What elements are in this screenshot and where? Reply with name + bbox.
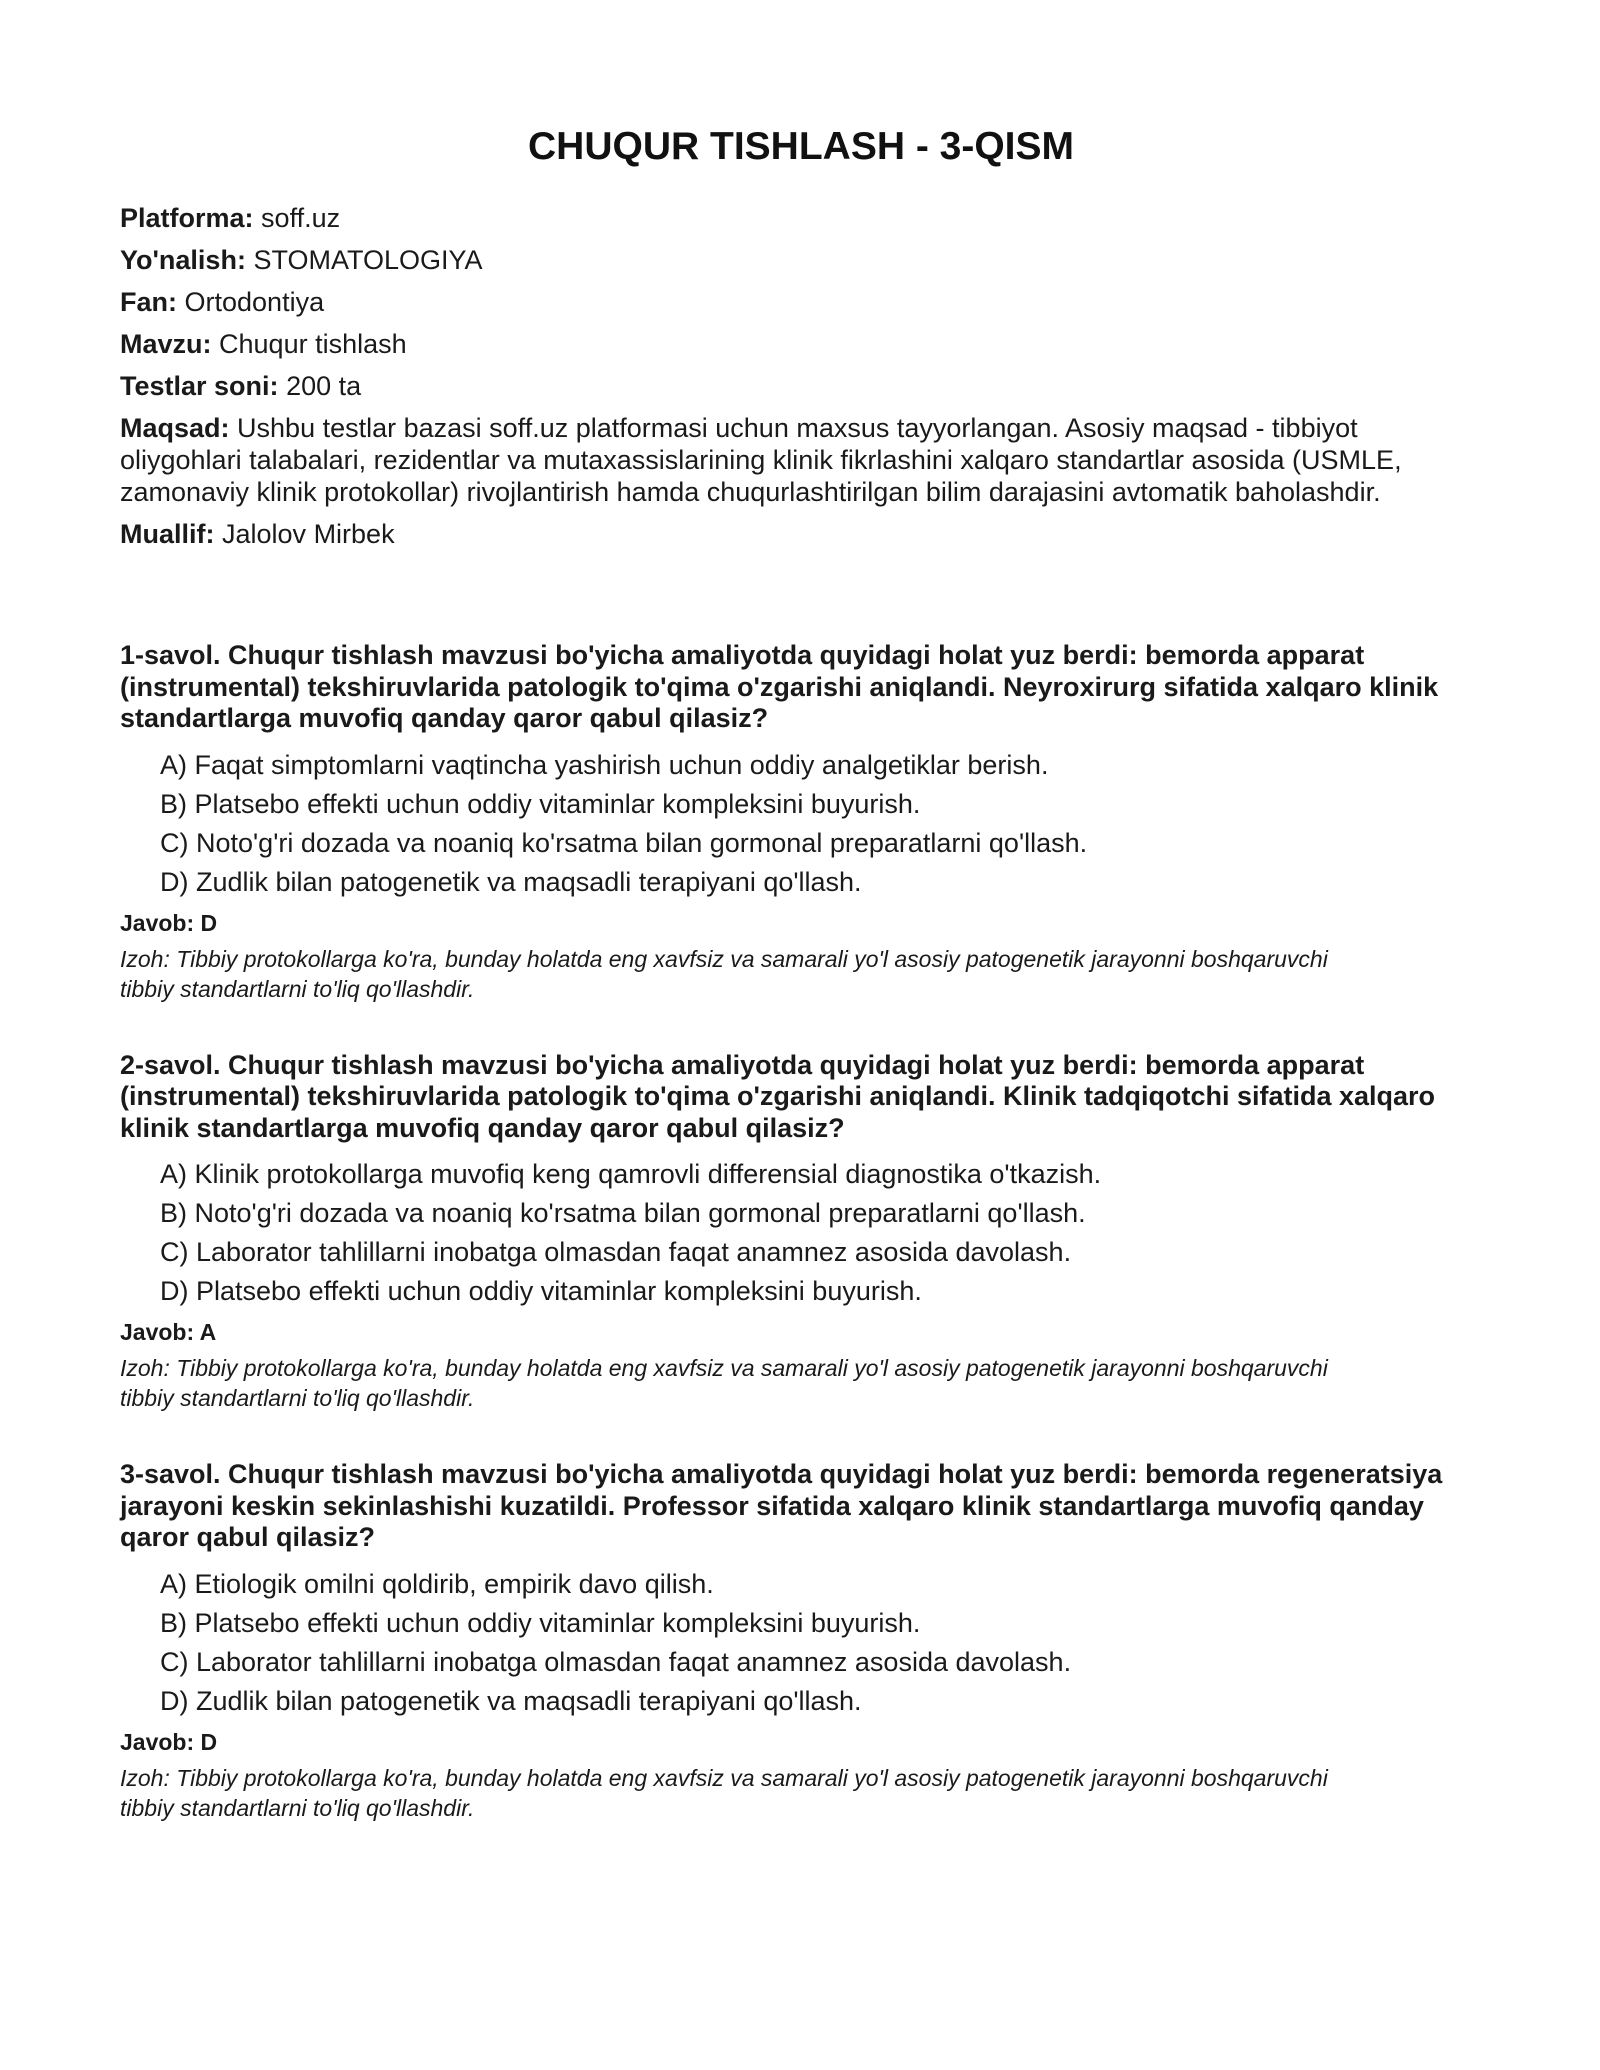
meta-key: Testlar soni: [120, 371, 279, 401]
meta-direction [120, 244, 1482, 276]
question-text: 2-savol. Chuqur tishlash mavzusi bo'yicha amaliyotda quyidagi holat yuz berdi: bemorda apparat (instrumental) tekshiruvlarida patologik to'qima o'zgarishi aniqlandi. Klinik tadqiqotchi sifatida xalqaro klinik standartlarga muvofiq qanday qaror qabul qilasiz? [120, 1049, 1436, 1143]
correct-answer: Javob: D [120, 1728, 218, 1755]
answer-explanation: Izoh: Tibbiy protokollarga ko'ra, bunday holatda eng xavfsiz va samarali yo'l asosiy patogenetik jarayonni boshqaruvchi tibbiy standartlarni to'liq qo'llashdir. [120, 1355, 1328, 1411]
answer-option: C) Laborator tahlillarni inobatga olmasdan faqat anamnez asosida davolash. [160, 1237, 1072, 1267]
meta-value: 200 ta [286, 371, 362, 401]
meta-key: Yo'nalish: [120, 245, 246, 275]
answer-option: A) Faqat simptomlarni vaqtincha yashirish uchun oddiy analgetiklar berish. [160, 749, 1049, 780]
answer-option: A) Etiologik omilni qoldirib, empirik davo qilish. [160, 1568, 714, 1599]
meta-value: Ortodontiya [184, 287, 325, 317]
answer-option: B) Noto'g'ri dozada va noaniq ko'rsatma bilan gormonal preparatlarni qo'llash. [160, 1198, 1086, 1228]
answer-option: A) Klinik protokollarga muvofiq keng qamrovli differensial diagnostika o'tkazish. [160, 1159, 1102, 1189]
meta-value: Chuqur tishlash [219, 329, 407, 359]
meta-value: Jalolov Mirbek [222, 519, 395, 549]
answer-option: C) Laborator tahlillarni inobatga olmasdan faqat anamnez asosida davolash. [160, 1646, 1072, 1677]
question-item [120, 1459, 1482, 1823]
meta-author [120, 518, 1482, 550]
question-text: 1-savol. Chuqur tishlash mavzusi bo'yicha amaliyotda quyidagi holat yuz berdi: bemorda apparat (instrumental) tekshiruvlarida patologik to'qima o'zgarishi aniqlandi. Neyroxirurg sifatida xalqaro klinik standartlarga muvofiq qanday qaror qabul qilasiz? [120, 640, 1439, 733]
answer-explanation: Izoh: Tibbiy protokollarga ko'ra, bunday holatda eng xavfsiz va samarali yo'l asosiy patogenetik jarayonni boshqaruvchi tibbiy standartlarni to'liq qo'llashdir. [120, 1764, 1328, 1821]
meta-platform [120, 202, 1482, 234]
answer-option: D) Zudlik bilan patogenetik va maqsadli terapiyani qo'llash. [160, 866, 862, 897]
meta-key: Platforma: [120, 203, 254, 233]
meta-key: Maqsad: [120, 413, 230, 443]
answer-option: D) Zudlik bilan patogenetik va maqsadli terapiyani qo'llash. [160, 1685, 862, 1716]
question-list [120, 640, 1482, 1823]
meta-key: Mavzu: [120, 329, 212, 359]
answer-option: B) Platsebo effekti uchun oddiy vitaminlar kompleksini buyurish. [160, 788, 921, 819]
question-item [120, 640, 1482, 1004]
meta-value: soff.uz [261, 203, 341, 233]
meta-key: Muallif: [120, 519, 215, 549]
meta-topic [120, 328, 1482, 360]
question-item [120, 1050, 1482, 1414]
meta-test-count [120, 370, 1482, 402]
meta-goal [120, 412, 1482, 508]
meta-value: Ushbu testlar bazasi soff.uz platformasi uchun maxsus tayyorlangan. Asosiy maqsad - tibbiyot oliygohlari talabalari, rezidentlar va mutaxassislarining klinik fikrlashini xalqaro standartlar asosida (USMLE, zamonaviy klinik protokollar) rivojlantirish hamda chuqurlashtirilgan bilim darajasini avtomatik baholashdir. [120, 413, 1402, 507]
meta-value: STOMATOLOGIYA [253, 245, 483, 275]
answer-option: D) Platsebo effekti uchun oddiy vitaminlar kompleksini buyurish. [160, 1276, 922, 1306]
document-title: CHUQUR TISHLASH - 3-QISM [528, 125, 1074, 168]
correct-answer: Javob: D [120, 909, 218, 936]
correct-answer: Javob: A [120, 1319, 217, 1345]
answer-option: C) Noto'g'ri dozada va noaniq ko'rsatma bilan gormonal preparatlarni qo'llash. [160, 827, 1088, 858]
answer-explanation: Izoh: Tibbiy protokollarga ko'ra, bunday holatda eng xavfsiz va samarali yo'l asosiy patogenetik jarayonni boshqaruvchi tibbiy standartlarni to'liq qo'llashdir. [120, 945, 1328, 1002]
meta-key: Fan: [120, 287, 177, 317]
document-metadata [120, 202, 1482, 550]
question-text: 3-savol. Chuqur tishlash mavzusi bo'yicha amaliyotda quyidagi holat yuz berdi: bemorda regeneratsiya jarayoni keskin sekinlashishi kuzatildi. Professor sifatida xalqaro klinik standartlarga muvofiq qanday qaror qabul qilasiz? [120, 1459, 1443, 1552]
meta-subject [120, 286, 1482, 318]
answer-option: B) Platsebo effekti uchun oddiy vitaminlar kompleksini buyurish. [160, 1607, 921, 1638]
